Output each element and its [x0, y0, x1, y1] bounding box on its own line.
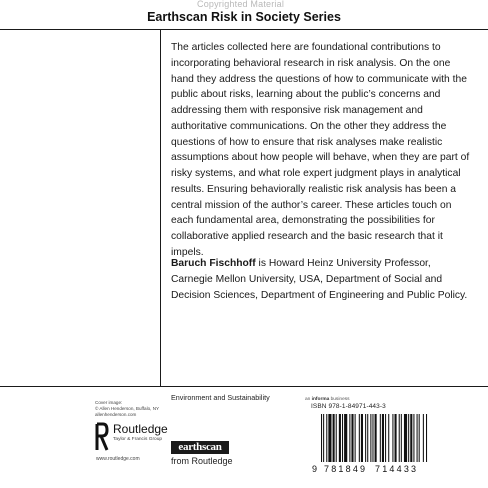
- barcode-group-1: 781849: [324, 464, 368, 474]
- top-divider: [0, 29, 488, 30]
- barcode-group-2: 714433: [375, 464, 419, 474]
- earthscan-subtitle: from Routledge: [171, 456, 233, 466]
- cover-credit-label: Cover image:: [95, 400, 123, 405]
- book-blurb: The articles collected here are foundational contributions to incorporating behavioral research in risk analysis. On the one hand they address the questions of how to communicate with the public about risks, learning about the public’s concerns and addressing them with responsive risk management and authoritative communications. On the other they address the questions of how to ensure that risk analyses make realistic assumptions about how people will behave, when they are part of risky systems, and what role expert judgment plays in analytical results. Ensuring behaviorally realistic risk analysis has been a central mission of the author’s career. These articles touch on each fundamental area, demonstrating the possibilities for collaborative applied research and the basic research that it impels.: [171, 42, 470, 258]
- isbn-number: ISBN 978-1-84971-443-3: [311, 403, 386, 410]
- informa-prefix: an: [305, 397, 312, 402]
- watermark-text: Copyrighted Material: [197, 0, 285, 9]
- informa-brand: informa: [311, 397, 330, 402]
- cover-credit-site: allenhenderson.com: [95, 412, 137, 417]
- informa-suffix: business: [329, 397, 350, 402]
- earthscan-wordmark: earthscan: [171, 441, 229, 454]
- bottom-divider: [0, 386, 488, 387]
- author-bio: [171, 256, 471, 303]
- series-title: Earthscan Risk in Society Series: [147, 10, 341, 24]
- routledge-logo: [95, 422, 168, 462]
- vertical-divider: [160, 29, 161, 387]
- routledge-r-icon: [95, 422, 109, 452]
- routledge-name: Routledge: [113, 422, 168, 436]
- earthscan-logo: [171, 441, 261, 473]
- routledge-subtitle: Taylor & Francis Group: [113, 437, 163, 442]
- cover-credit-artist: © Allen Henderson, Buffalo, NY: [95, 406, 160, 411]
- author-bio-text: is Howard Heinz University Professor, Carnegie Mellon University, USA, Department of Social and Decision Sciences, Department of Engineering and Public Policy.: [171, 258, 468, 301]
- barcode-lead-digit: 9: [312, 464, 318, 474]
- cover-credit: [95, 400, 159, 418]
- subject-category: Environment and Sustainability: [171, 393, 270, 402]
- routledge-url: www.routledge.com: [96, 456, 140, 462]
- barcode-digits: [311, 462, 429, 474]
- informa-tagline: [305, 397, 350, 402]
- copyright-watermark: [0, 0, 488, 10]
- author-name: Baruch Fischhoff: [171, 258, 256, 269]
